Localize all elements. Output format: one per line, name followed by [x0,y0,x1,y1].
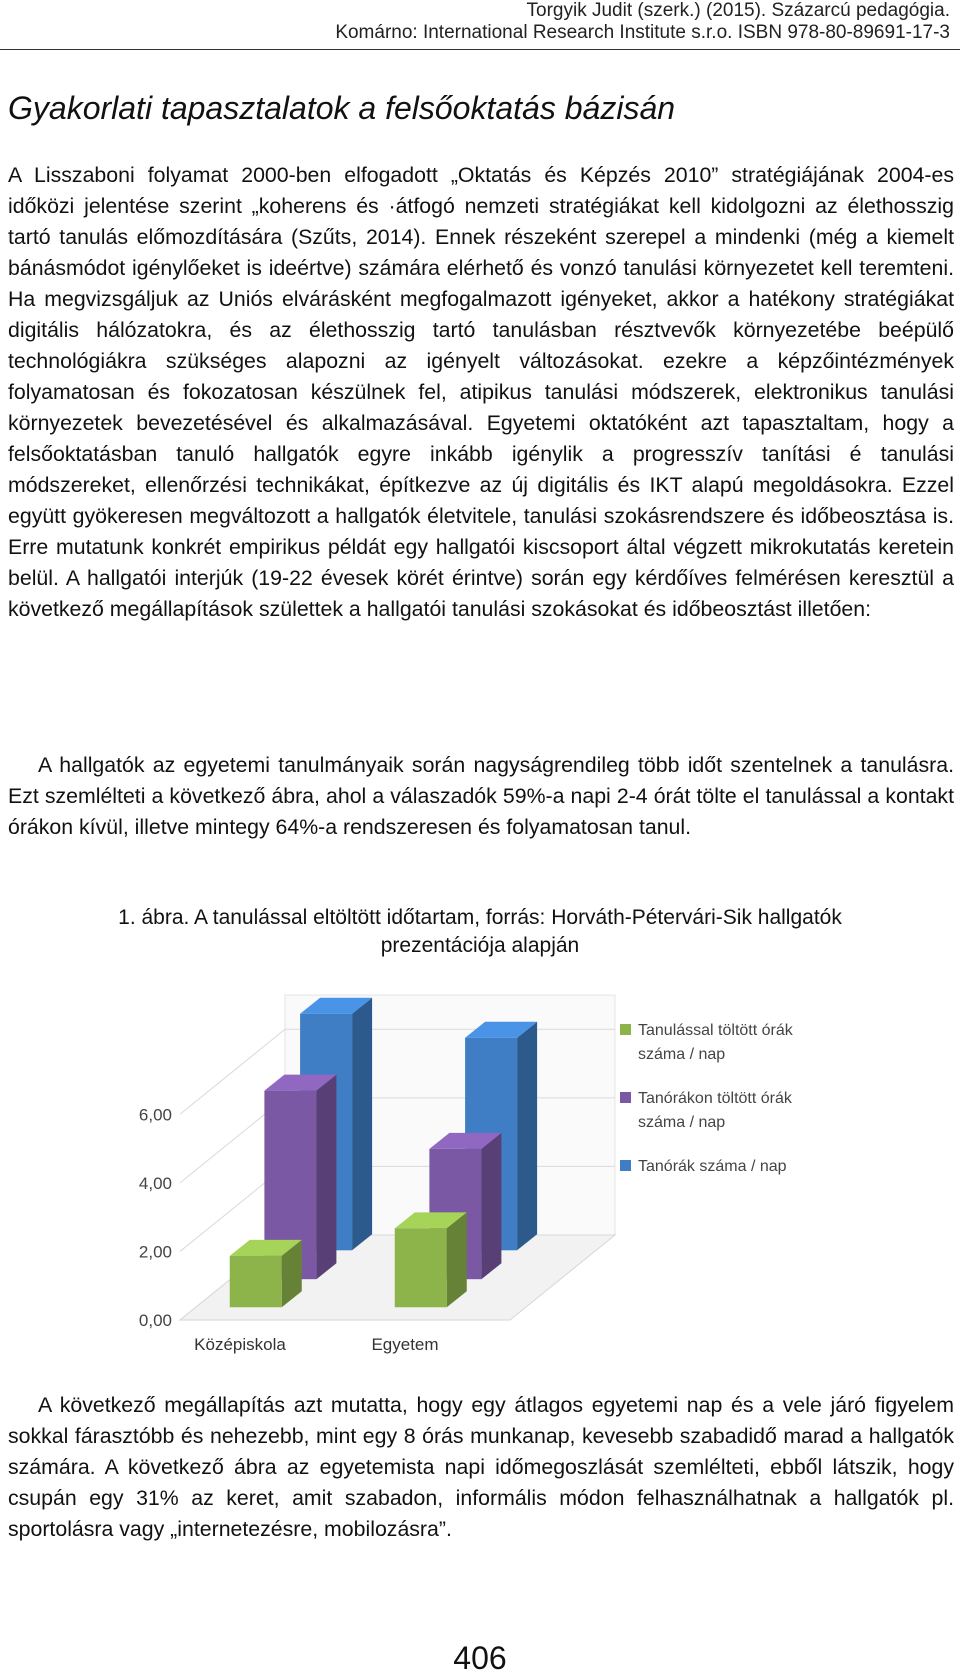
figure-caption-line-1: 1. ábra. A tanulással eltöltött időtartam, forrás: Horváth-Pétervári-Sik hallgatók [118,906,842,929]
page-number: 406 [453,1640,507,1676]
figure-caption [40,904,920,960]
legend-label: Tanórák száma / nap [638,1158,787,1175]
body-paragraph-2: A hallgatók az egyetemi tanulmányaik során nagyságrendileg több időt szentelnek a tanulásra. Ezt szemlélteti a következő ábra, ahol a válaszadók 59%-a napi 2-4 órát tölte el tanulással a kontakt órákon kívül, illetve mintegy 64%-a rendszeresen és folyamatosan tanul. [8,753,954,839]
legend-swatch [620,1092,631,1103]
y-tick-label: 0,00 [138,1311,172,1330]
bar [395,1228,447,1307]
bar-side [352,998,372,1251]
section-title: Gyakorlati tapasztalatok a felsőoktatás bázisán [8,90,676,126]
bar-side [517,1022,537,1251]
y-tick-label: 6,00 [138,1105,172,1125]
body-paragraph-1: A Lisszaboni folyamat 2000-ben elfogadott „Oktatás és Képzés 2010” stratégiájának 2004-es időközi jelentése szerint „koherens és ·átfogó nemzeti stratégiákat kell kidolgozni az élethosszig tartó tanulás előmozdítására (Szűts, 2014). Ennek részeként szerepel a mindenki (még a kiemelt bánásmódot igénylőeket is ideértve) számára elérhető és vonzó tanulási környezetet kell teremteni. Ha megvizsgáljuk az Uniós elvárásként megfogalmazott igényeket, akkor a hatékony stratégiákat digitális hálózatokra, és az élethosszig tartó tanulásban résztvevők környezetébe beépülő technológiákra szükséges alapozni az igényelt változásokat. ezekre a képzőintézmények folyamatosan és fokozatosan készülnek fel, atipikus tanulási módszerek, elektronikus tanulási környezetek bevezetésével és alkalmazásával. Egyetemi oktatóként azt tapasztaltam, hogy a felsőoktatásban tanuló hallgatók egyre inkább igénylik a progresszív tanítási é tanulási módszereket, ellenőrzési technikákat, építkezve az új digitális és IKT alapú megoldásokra. Ezzel együtt gyökeresen megváltozott a hallgatók életvitele, tanulási szokásrendszere és időbeosztása is. Erre mutatunk konkrét empirikus példát egy hallgatói kiscsoport által végzett mikrokutatás keretein belül. A hallgatói interjúk (19-22 évesek körét érintve) során egy kérdőíves felmérésen keresztül a következő megállapítások születtek a hallgatói tanulási szokásokat és időbeosztást illetően: [8,163,954,621]
bar [230,1256,282,1307]
legend-label: Tanórákon töltött órák száma / nap [638,1090,792,1131]
category-label: Egyetem [371,1335,439,1354]
bar-side [447,1212,467,1307]
running-header [0,0,950,44]
body-paragraph-3: A következő megállapítás azt mutatta, hogy egy átlagos egyetemi nap és a vele járó figyelem sokkal fárasztóbb és nehezebb, mint egy 8 órás munkanap, kevesebb szabadidő marad a hallgatók számára. A következő ábra az egyetemista napi időmegoszlását szemlélteti, ebből látszik, hogy csupán egy 31% az keret, amit szabadon, informális módon felhasználhatnak a hallgatók pl. sportolásra vagy „internetezésre, mobilozásra”. [8,1393,954,1541]
header-publisher-line: Komárno: International Research Institute s.r.o. ISBN 978-80-89691-17-3 [335,22,950,43]
category-label: Középiskola [194,1335,286,1354]
figure-caption-line-2: prezentációja alapján [380,934,580,957]
y-tick-label: 4,00 [138,1173,172,1193]
header-citation-line: Torgyik Judit (szerk.) (2015). Százarcú pedagógia. [526,0,950,21]
y-tick-label: 2,00 [138,1242,172,1262]
bar-side [481,1133,501,1279]
legend-swatch [620,1024,631,1035]
legend-label: Tanulással töltött órák száma / nap [638,1022,793,1063]
bar-side [316,1075,336,1280]
legend-swatch [620,1160,631,1171]
header-divider [0,49,960,50]
study-time-chart [110,960,850,1360]
